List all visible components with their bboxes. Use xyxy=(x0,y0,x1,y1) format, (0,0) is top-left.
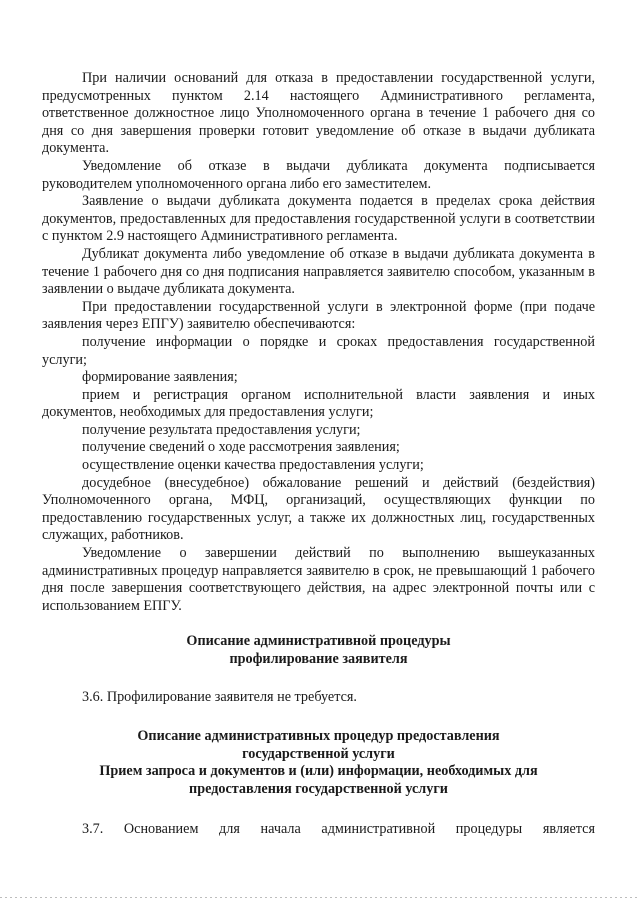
list-item-quality: осуществление оценки качества предоставления услуги; xyxy=(82,457,424,474)
list-item-status: получение сведений о ходе рассмотрения заявления; xyxy=(82,439,400,456)
list-item-appeal: досудебное (внесудебное) обжалование решений и действий (бездействия) Уполномоченного органа, МФЦ, организаций, осуществляющих функции по предоставлению государственных услуг, а также их должностных лиц, государственных служащих, работников. xyxy=(42,474,595,544)
list-item-info: получение информации о порядке и сроках предоставления государственной услуги; xyxy=(42,333,595,368)
list-item-result: получение результата предоставления услуги; xyxy=(82,421,361,438)
section-heading-reception-line2: предоставления государственной услуги xyxy=(189,780,448,797)
list-item-registration: прием и регистрация органом исполнительной власти заявления и иных документов, необходимых для предоставления услуги; xyxy=(42,386,595,421)
list-item-form: формирование заявления; xyxy=(82,369,238,386)
paragraph-refusal-grounds: При наличии оснований для отказа в предоставлении государственной услуги, предусмотренных пунктом 2.14 настоящего Административного регламента, ответственное должностное лицо Уполномоченного органа в течение 1 рабочего дня со дня со дня завершения проверки готовит уведомление об отказе в выдачи дубликата документа. xyxy=(42,70,595,157)
paragraph-3-7: 3.7. Основанием для начала административной процедуры является xyxy=(82,820,595,837)
paragraph-duplicate-delivery: Дубликат документа либо уведомление об отказе в выдачи дубликата документа в течение 1 рабочего дня со дня подписания направляется заявителю способом, указанным в заявлении о выдаче дубликата документа. xyxy=(42,245,595,298)
paragraph-duplicate-application: Заявление о выдачи дубликата документа подается в пределах срока действия документов, предоставленных для предоставления государственной услуги в соответствии с пунктом 2.9 настоящего Административного регламента. xyxy=(42,193,595,245)
section-heading-profiling-line1: Описание административной процедуры xyxy=(186,633,451,650)
scan-edge-line xyxy=(0,897,639,898)
document-page xyxy=(42,70,595,838)
paragraph-3-6: 3.6. Профилирование заявителя не требуется. xyxy=(82,688,357,705)
paragraph-refusal-signing: Уведомление об отказе в выдачи дубликата документа подписывается руководителем уполномоченного органа либо его заместителем. xyxy=(42,157,595,192)
section-heading-procedures-line2: государственной услуги xyxy=(242,745,395,762)
section-heading-reception-line1: Прием запроса и документов и (или) информации, необходимых для xyxy=(99,763,538,780)
section-heading-profiling-line2: профилирование заявителя xyxy=(229,651,408,667)
section-heading-procedures-line1: Описание административных процедур предоставления xyxy=(137,728,500,745)
paragraph-electronic-form: При предоставлении государственной услуги в электронной форме (при подаче заявления через ЕПГУ) заявителю обеспечиваются: xyxy=(42,298,595,333)
paragraph-notification: Уведомление о завершении действий по выполнению вышеуказанных административных процедур направляется заявителю в срок, не превышающий 1 рабочего дня после завершения соответствующего действия, на адрес электронной почты или с использованием ЕПГУ. xyxy=(42,545,595,614)
